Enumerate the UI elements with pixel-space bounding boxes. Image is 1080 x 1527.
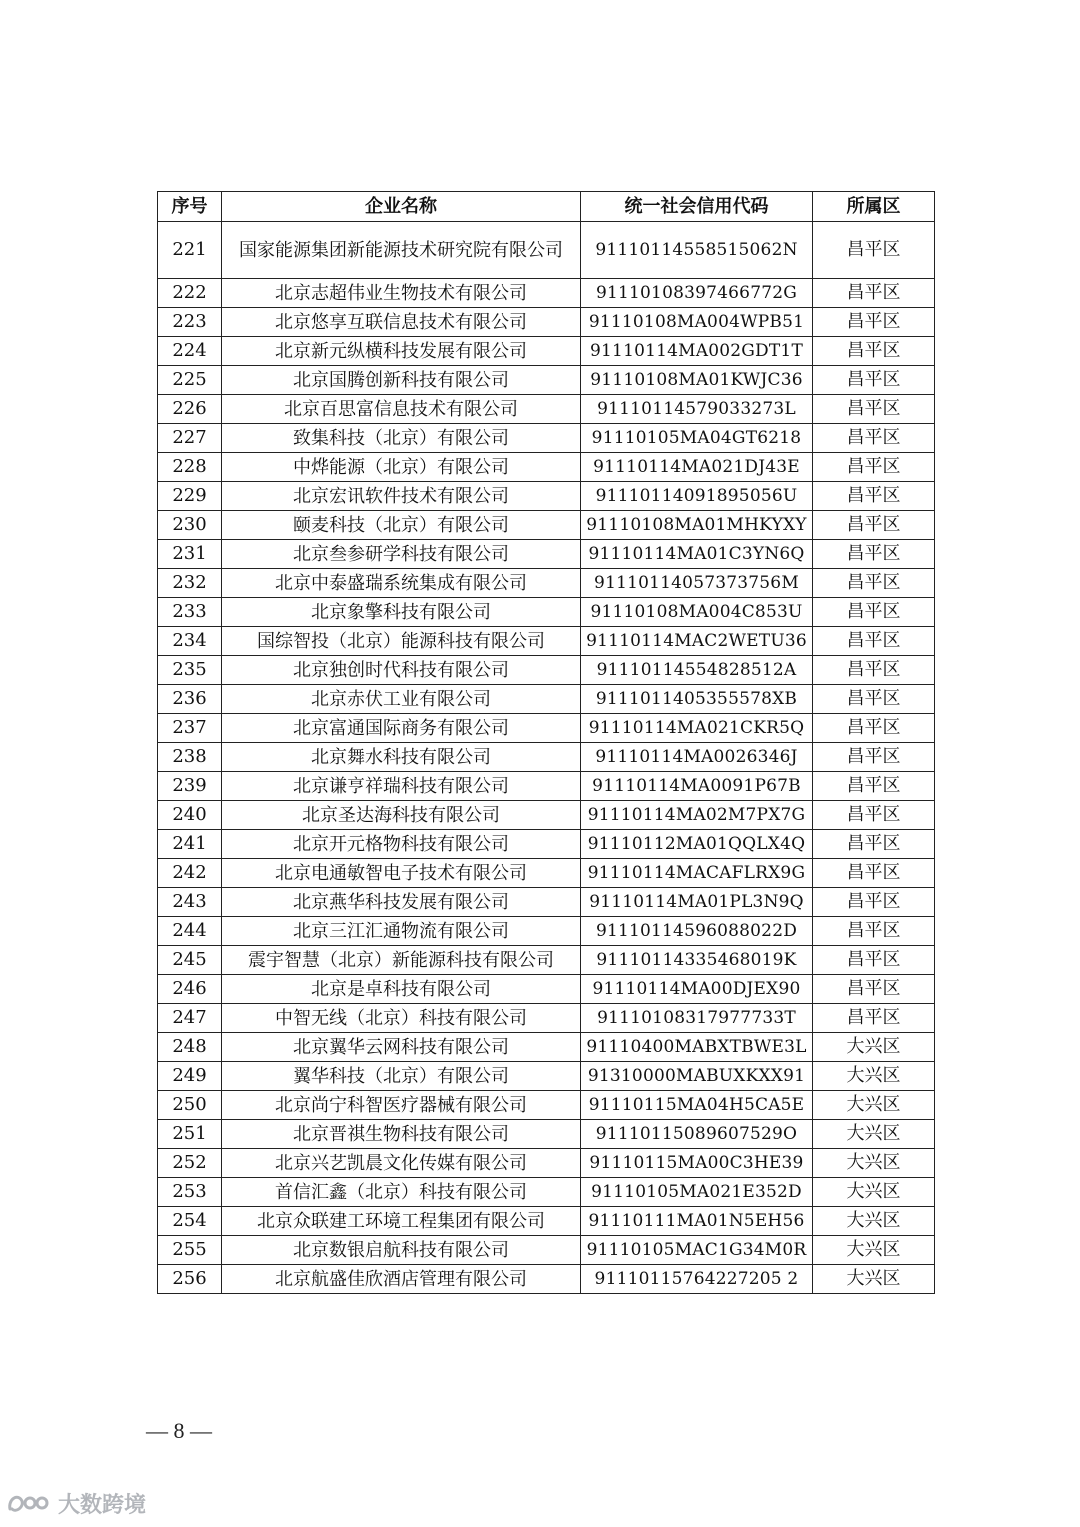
district: 昌平区 [813,946,935,975]
row-index: 241 [158,830,222,859]
credit-code: 91110108317977733T [581,1004,813,1033]
credit-code: 91110108MA01MHKYXY [581,511,813,540]
district: 昌平区 [813,424,935,453]
company-table [157,191,935,1294]
district: 昌平区 [813,627,935,656]
row-index: 226 [158,395,222,424]
company-name: 北京圣达海科技有限公司 [222,801,581,830]
row-index: 230 [158,511,222,540]
company-name: 北京富通国际商务有限公司 [222,714,581,743]
credit-code: 91110111MA01N5EH56 [581,1207,813,1236]
credit-code: 91110114MA01PL3N9Q [581,888,813,917]
row-index: 240 [158,801,222,830]
header-credit-code: 统一社会信用代码 [581,192,813,222]
credit-code: 91110108397466772G [581,279,813,308]
district: 昌平区 [813,482,935,511]
row-index: 222 [158,279,222,308]
company-name: 北京赤伏工业有限公司 [222,685,581,714]
district: 大兴区 [813,1062,935,1091]
table-row [158,540,935,569]
row-index: 256 [158,1265,222,1294]
table-row [158,627,935,656]
table-row [158,888,935,917]
row-index: 236 [158,685,222,714]
district: 昌平区 [813,743,935,772]
row-index: 243 [158,888,222,917]
table-row [158,917,935,946]
table-row [158,1004,935,1033]
table-row [158,1265,935,1294]
company-name: 北京中泰盛瑞系统集成有限公司 [222,569,581,598]
company-name: 北京志超伟业生物技术有限公司 [222,279,581,308]
company-name: 北京百思富信息技术有限公司 [222,395,581,424]
header-company-name: 企业名称 [222,192,581,222]
row-index: 247 [158,1004,222,1033]
row-index: 254 [158,1207,222,1236]
district: 昌平区 [813,308,935,337]
credit-code: 91110115MA04H5CA5E [581,1091,813,1120]
table-row [158,482,935,511]
table-row [158,830,935,859]
table-row [158,946,935,975]
company-name: 北京燕华科技发展有限公司 [222,888,581,917]
district: 昌平区 [813,859,935,888]
district: 昌平区 [813,714,935,743]
company-name: 北京宏讯软件技术有限公司 [222,482,581,511]
table-row [158,714,935,743]
company-table-container [157,191,934,1294]
company-name: 震宇智慧（北京）新能源科技有限公司 [222,946,581,975]
district: 昌平区 [813,540,935,569]
row-index: 245 [158,946,222,975]
watermark-text: 大数跨境 [58,1493,147,1518]
credit-code: 91110114MA0026346J [581,743,813,772]
company-name: 北京国腾创新科技有限公司 [222,366,581,395]
row-index: 232 [158,569,222,598]
district: 昌平区 [813,1004,935,1033]
company-name: 北京象擎科技有限公司 [222,598,581,627]
company-name: 北京晋祺生物科技有限公司 [222,1120,581,1149]
table-row [158,453,935,482]
table-row [158,569,935,598]
row-index: 229 [158,482,222,511]
district: 大兴区 [813,1033,935,1062]
company-name: 北京独创时代科技有限公司 [222,656,581,685]
row-index: 233 [158,598,222,627]
row-index: 246 [158,975,222,1004]
row-index: 223 [158,308,222,337]
credit-code: 91110114MA021DJ43E [581,453,813,482]
credit-code: 91110115764227205 2 [581,1265,813,1294]
company-name: 北京航盛佳欣酒店管理有限公司 [222,1265,581,1294]
row-index: 225 [158,366,222,395]
credit-code: 91110114MACAFLRX9G [581,859,813,888]
company-name: 北京电通敏智电子技术有限公司 [222,859,581,888]
district: 大兴区 [813,1236,935,1265]
company-name: 北京翼华云网科技有限公司 [222,1033,581,1062]
district: 昌平区 [813,888,935,917]
table-row [158,1178,935,1207]
credit-code: 91110400MABXTBWE3L [581,1033,813,1062]
row-index: 242 [158,859,222,888]
district: 大兴区 [813,1265,935,1294]
district: 昌平区 [813,975,935,1004]
table-row [158,743,935,772]
row-index: 253 [158,1178,222,1207]
table-row [158,308,935,337]
district: 昌平区 [813,222,935,279]
table-row [158,395,935,424]
table-row [158,598,935,627]
credit-code: 91110105MA021E352D [581,1178,813,1207]
row-index: 221 [158,222,222,279]
company-name: 北京叁参研学科技有限公司 [222,540,581,569]
district: 昌平区 [813,598,935,627]
row-index: 252 [158,1149,222,1178]
table-row [158,366,935,395]
company-name: 致集科技（北京）有限公司 [222,424,581,453]
district: 昌平区 [813,279,935,308]
brand-logo-icon [6,1489,52,1519]
credit-code: 91110114MA02M7PX7G [581,801,813,830]
row-index: 231 [158,540,222,569]
credit-code: 91110114MA002GDT1T [581,337,813,366]
page-number: — 8 — [146,1418,212,1443]
row-index: 234 [158,627,222,656]
table-row [158,424,935,453]
company-name: 首信汇鑫（北京）科技有限公司 [222,1178,581,1207]
table-row [158,975,935,1004]
table-row [158,1062,935,1091]
row-index: 255 [158,1236,222,1265]
company-name: 北京舞水科技有限公司 [222,743,581,772]
company-name: 北京尚宁科智医疗器械有限公司 [222,1091,581,1120]
district: 大兴区 [813,1120,935,1149]
table-row [158,222,935,279]
company-name: 北京众联建工环境工程集团有限公司 [222,1207,581,1236]
credit-code: 91110114MAC2WETU36 [581,627,813,656]
company-name: 北京新元纵横科技发展有限公司 [222,337,581,366]
district: 昌平区 [813,685,935,714]
row-index: 235 [158,656,222,685]
credit-code: 91110114335468019K [581,946,813,975]
company-name: 中烨能源（北京）有限公司 [222,453,581,482]
table-row [158,1033,935,1062]
header-index: 序号 [158,192,222,222]
table-row [158,656,935,685]
district: 昌平区 [813,830,935,859]
watermark [6,1488,146,1519]
credit-code: 91110105MAC1G34M0R [581,1236,813,1265]
credit-code: 91110115MA00C3HE39 [581,1149,813,1178]
table-row [158,511,935,540]
district: 大兴区 [813,1178,935,1207]
credit-code: 91110108MA004WPB51 [581,308,813,337]
table-row [158,1091,935,1120]
credit-code: 91110114558515062N [581,222,813,279]
table-row [158,1236,935,1265]
credit-code: 91110114057373756M [581,569,813,598]
row-index: 238 [158,743,222,772]
credit-code: 91110112MA01QQLX4Q [581,830,813,859]
credit-code: 91110114579033273L [581,395,813,424]
table-body [158,222,935,1294]
row-index: 228 [158,453,222,482]
company-name: 翼华科技（北京）有限公司 [222,1062,581,1091]
credit-code: 91110114MA00DJEX90 [581,975,813,1004]
district: 昌平区 [813,395,935,424]
credit-code: 91110114MA01C3YN6Q [581,540,813,569]
credit-code: 91110114554828512A [581,656,813,685]
company-name: 北京悠享互联信息技术有限公司 [222,308,581,337]
company-name: 北京谦亨祥瑞科技有限公司 [222,772,581,801]
credit-code: 91310000MABUXKXX91 [581,1062,813,1091]
credit-code: 91110115089607529O [581,1120,813,1149]
district: 昌平区 [813,656,935,685]
company-name: 北京数银启航科技有限公司 [222,1236,581,1265]
credit-code: 91110108MA004C853U [581,598,813,627]
district: 昌平区 [813,772,935,801]
district: 昌平区 [813,453,935,482]
company-name: 国综智投（北京）能源科技有限公司 [222,627,581,656]
header-district: 所属区 [813,192,935,222]
row-index: 224 [158,337,222,366]
district: 大兴区 [813,1149,935,1178]
table-row [158,1149,935,1178]
credit-code: 91110105MA04GT6218 [581,424,813,453]
credit-code: 91110114091895056U [581,482,813,511]
credit-code: 91110114596088022D [581,917,813,946]
district: 昌平区 [813,917,935,946]
company-name: 北京兴艺凯晨文化传媒有限公司 [222,1149,581,1178]
district: 昌平区 [813,801,935,830]
table-row [158,801,935,830]
table-row [158,772,935,801]
district: 大兴区 [813,1091,935,1120]
table-row [158,1207,935,1236]
credit-code: 91110108MA01KWJC36 [581,366,813,395]
row-index: 251 [158,1120,222,1149]
district: 昌平区 [813,337,935,366]
company-name: 北京是卓科技有限公司 [222,975,581,1004]
company-name: 中智无线（北京）科技有限公司 [222,1004,581,1033]
row-index: 248 [158,1033,222,1062]
table-header-row [158,192,935,222]
row-index: 244 [158,917,222,946]
credit-code: 9111011405355578XB [581,685,813,714]
row-index: 250 [158,1091,222,1120]
district: 昌平区 [813,569,935,598]
district: 大兴区 [813,1207,935,1236]
credit-code: 91110114MA0091P67B [581,772,813,801]
row-index: 239 [158,772,222,801]
table-row [158,279,935,308]
row-index: 227 [158,424,222,453]
company-name: 颐麦科技（北京）有限公司 [222,511,581,540]
table-row [158,685,935,714]
table-row [158,337,935,366]
company-name: 北京开元格物科技有限公司 [222,830,581,859]
district: 昌平区 [813,511,935,540]
company-name: 北京三江汇通物流有限公司 [222,917,581,946]
row-index: 237 [158,714,222,743]
row-index: 249 [158,1062,222,1091]
credit-code: 91110114MA021CKR5Q [581,714,813,743]
table-row [158,1120,935,1149]
district: 昌平区 [813,366,935,395]
table-row [158,859,935,888]
company-name: 国家能源集团新能源技术研究院有限公司 [222,222,581,279]
